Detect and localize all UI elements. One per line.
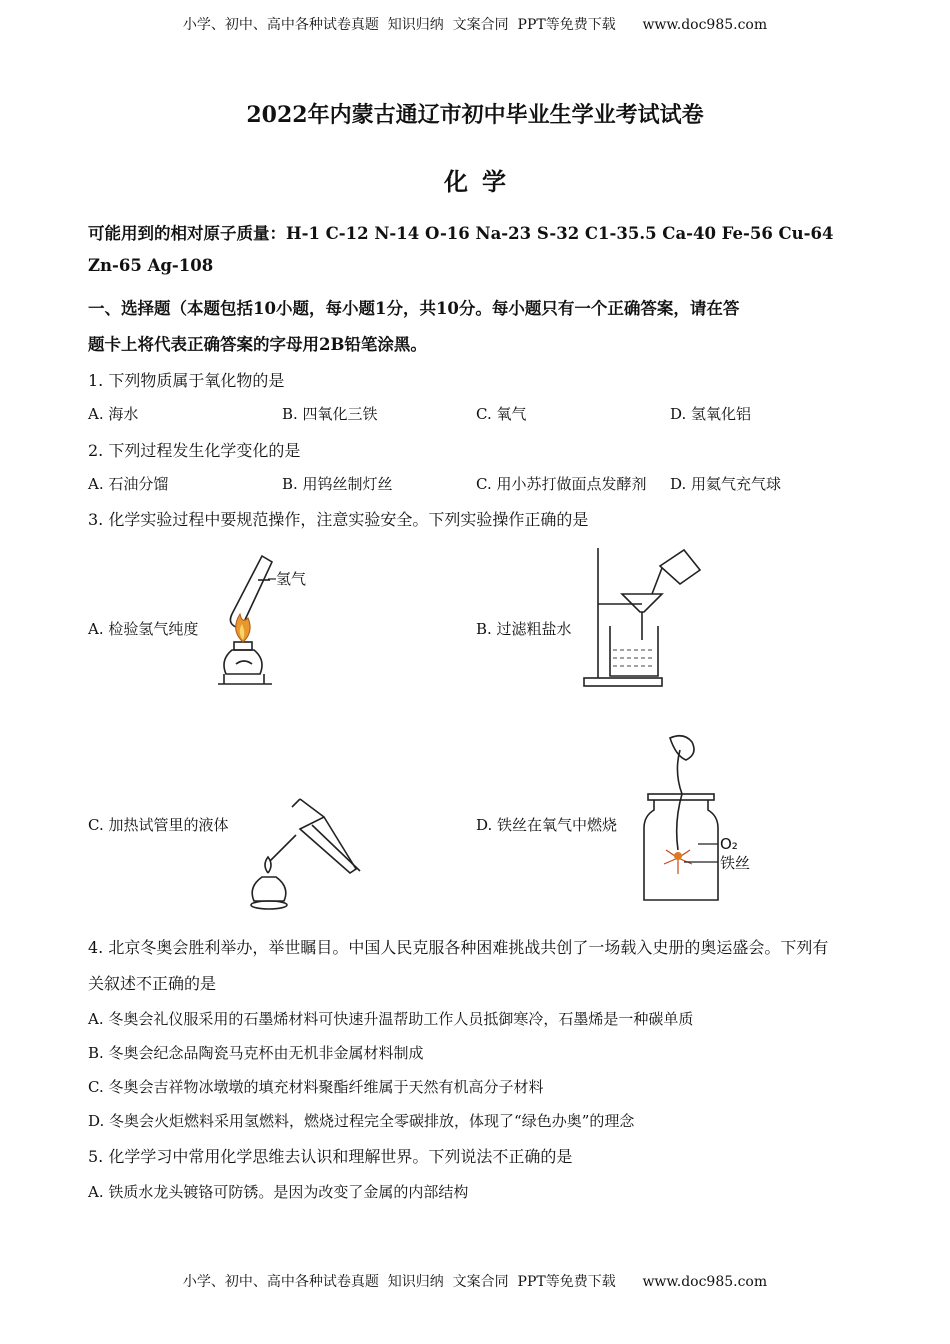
page-header [0,14,950,34]
q4-option-a: A. 冬奥会礼仪服采用的石墨烯材料可快速升温帮助工作人员抵御寒冷，石墨烯是一种碳单质 [88,1010,694,1028]
q1-option-a: A. 海水 [88,405,139,423]
footer-left-text: 小学、初中、高中各种试卷真题 知识归纳 文案合同 PPT等免费下载 [182,1274,616,1290]
q2-option-c: C. 用小苏打做面点发酵剂 [476,475,647,493]
header-url: www.doc985.com [642,17,768,33]
q1-option-b: B. 四氧化三铁 [282,405,378,423]
q3-option-d: D. 铁丝在氧气中燃烧 [476,816,618,834]
q4-option-b: B. 冬奥会纪念品陶瓷马克杯由无机非金属材料制成 [88,1044,424,1062]
q4-option-c: C. 冬奥会吉祥物冰墩墩的填充材料聚酯纤维属于天然有机高分子材料 [88,1078,544,1096]
label-o2: O₂ [720,835,738,853]
subject-title: 化学 [444,167,520,196]
figure-heating-tube [240,795,370,915]
q3-option-a: A. 检验氢气纯度 [88,620,199,638]
label-iron-wire: 铁丝 [720,854,751,872]
q3-option-c: C. 加热试管里的液体 [88,816,229,834]
label-hydrogen: 氢气 [276,570,307,588]
q2-option-b: B. 用钨丝制灯丝 [282,475,393,493]
q4-option-d: D. 冬奥会火炬燃料采用氢燃料，燃烧过程完全零碳排放，体现了“绿色办奥”的理念 [88,1112,635,1130]
section1-heading-cont: 题卡上将代表正确答案的字母用2B铅笔涂黑。 [88,335,427,354]
page-title: 2022年内蒙古通辽市初中毕业生学业考试试卷 [246,102,704,128]
atomic-mass-line1: 可能用到的相对原子质量：H-1 C-12 N-14 O-16 Na-23 S-32 C1-35.5 Ca-40 Fe-56 Cu-64 [88,224,834,243]
figure-filtration [580,540,710,690]
figure-iron-combustion [640,732,800,912]
q4-stem-line2: 关叙述不正确的是 [88,974,217,993]
q1-stem: 1. 下列物质属于氧化物的是 [88,371,285,390]
q3-option-b: B. 过滤粗盐水 [476,620,572,638]
q2-option-a: A. 石油分馏 [88,475,169,493]
q5-stem: 5. 化学学习中常用化学思维去认识和理解世界。下列说法不正确的是 [88,1147,573,1166]
q1-option-c: C. 氧气 [476,405,527,423]
q4-stem-line1: 4. 北京冬奥会胜利举办，举世瞩目。中国人民克服各种困难挑战共创了一场载入史册的奥运盛会。下列有 [88,938,829,957]
q2-option-d: D. 用氦气充气球 [670,475,782,493]
figure-hydrogen-test [210,550,320,690]
q2-stem: 2. 下列过程发生化学变化的是 [88,441,301,460]
footer-url: www.doc985.com [642,1274,768,1290]
q1-option-d: D. 氢氧化铝 [670,405,752,423]
header-left-text: 小学、初中、高中各种试卷真题 知识归纳 文案合同 PPT等免费下载 [182,17,616,33]
section1-heading: 一、选择题（本题包括10小题，每小题1分，共10分。每小题只有一个正确答案，请在答 [88,299,740,318]
q3-stem: 3. 化学实验过程中要规范操作，注意实验安全。下列实验操作正确的是 [88,510,589,529]
atomic-mass-line2: Zn-65 Ag-108 [88,256,214,275]
page-footer [0,1271,950,1291]
q5-option-a: A. 铁质水龙头镀铬可防锈。是因为改变了金属的内部结构 [88,1183,469,1201]
